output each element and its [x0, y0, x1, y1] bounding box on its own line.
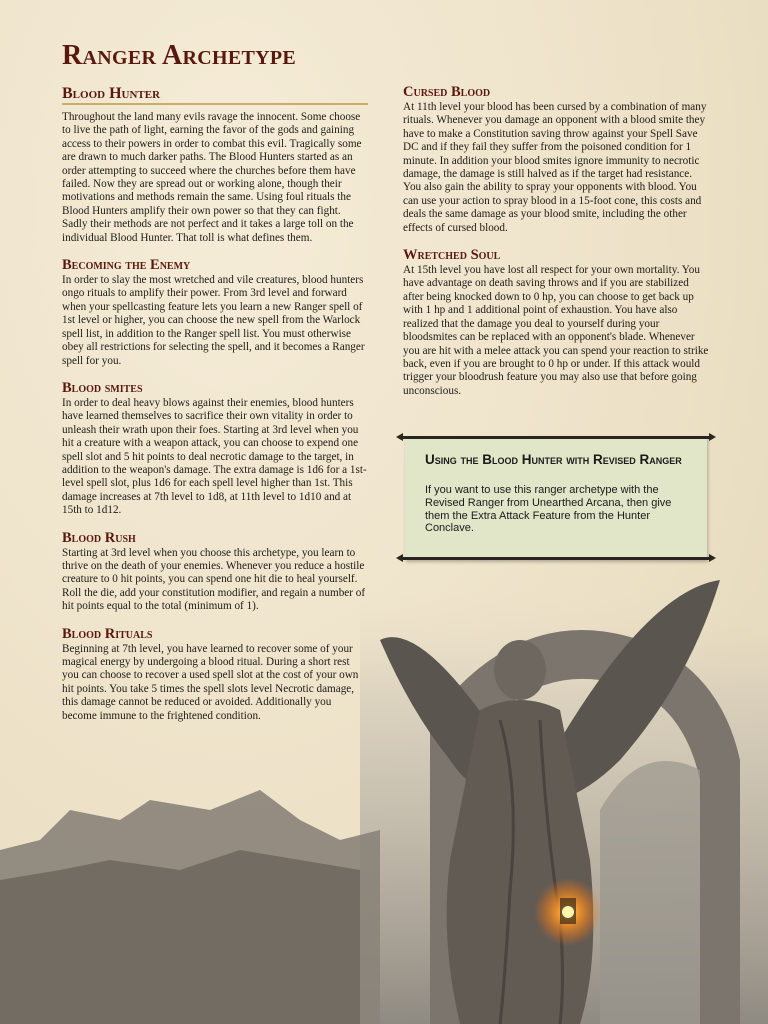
section-title: Blood Rush — [62, 529, 136, 546]
section-body: Starting at 3rd level when you choose this archetype, you learn to thrive on the death of your enemies. Whenever you reduce a hostile creature to 0 hit points, you can spend one hit die to heal yourself. Roll the die, add your constitution modifier, and regain a number of hit points equal to the total (minimum of 1). — [62, 546, 366, 613]
note-title: Using the Blood Hunter with Revised Ranger — [425, 452, 682, 467]
intro-paragraph: Throughout the land many evils ravage the innocent. Some choose to live the path of light, earning the favor of the gods and gaining access to their powers in order to combat this evil. Tragically some are drawn to much darker paths. The Blood Hunters started as an order attempting to succeed where the churches before them have failed. Now they are spread out or working alone, though their motivations and methods remain the same. Using foul rituals the Blood Hunters amplify their own power so that they can fight. Sadly their methods are not perfect and it takes a large toll on the individual Blood Hunter. That toll is what defines them. — [62, 111, 362, 244]
section-title: Cursed Blood — [403, 84, 491, 100]
section-body: At 11th level your blood has been cursed by a combination of many rituals. Whenever you damage an opponent with a blood smite they have to make a Constitution saving throw against your Spell Save DC and if they fail they suffer from the poisoned condition for 1 minute. In addition your blood smites ignore immunity to necrotic damage, the damage is still halved as if the target had resistance. You also gain the ability to spray your opponents with blood. You can use your action to spray blood in a 15-foot cone, this costs and deals the same damage as your blood smite, including the other effects of cursed blood. — [403, 101, 707, 234]
section-cursed-blood — [403, 84, 709, 235]
section-title: Becoming the Enemy — [62, 257, 191, 274]
section-becoming-the-enemy — [62, 257, 368, 368]
section-body: In order to deal heavy blows against their enemies, blood hunters have learned themselves to sacrifice their own vitality in order to unleash their wrath upon their foes. Starting at 3rd level when you hit a creature with a weapon attack, you can choose to expend one spell slot and 5 hit points to deal necrotic damage to the target, in addition to the weapon's damage. The extra damage is 1d6 for a 1st-level spell slot, plus 1d6 for each spell level higher than 1st. This damage increases at 7th level to 1d8, at 11th level to 1d10 and at 15th to 1d12. — [62, 396, 367, 517]
section-body: At 15th level you have lost all respect for your own mortality. You have advantage on death saving throws and if you are stabilized after being knocked down to 0 hp, you can choose to get back up with 1 hp and 1 additional point of exhaustion. You have also realized that the damage you deal to yourself during your bloodsmites can be replaced with an opponent's blade. Whenever you are hit with a melee attack you can spend your reaction to strike back, even if you are brought to 0 hp or under. If this attack would trigger your bloodrush feature you may also use that before going unconscious. — [403, 264, 709, 397]
section-body: Beginning at 7th level, you have learned to recover some of your magical energy by undergoing a blood ritual. During a short rest you can choose to recover a used spell slot at the cost of your own hit points. You take 5 times the spell slots level Necrotic damage, this damage cannot be reduced or avoided. Additionally you become immune to the frightened condition. — [62, 642, 359, 722]
section-blood-rituals — [62, 626, 368, 723]
section-title: Wretched Soul — [403, 247, 501, 264]
left-column — [62, 86, 368, 735]
sidebar-note — [405, 436, 707, 560]
right-column — [403, 84, 709, 410]
section-wretched-soul — [403, 247, 709, 398]
section-blood-rush — [62, 530, 368, 614]
section-blood-smites — [62, 380, 368, 518]
section-title: Blood Rituals — [62, 625, 153, 642]
class-heading: Blood Hunter — [62, 86, 368, 105]
page-title: Ranger Archetype — [62, 40, 297, 71]
section-title: Blood smites — [62, 379, 143, 396]
note-bottom-border — [402, 557, 710, 560]
note-top-border — [402, 436, 710, 439]
note-body: If you want to use this ranger archetype with the Revised Ranger from Unearthed Arcana, then give them the Extra Attack Feature from the Hunter Conclave. — [425, 484, 672, 535]
section-body: In order to slay the most wretched and vile creatures, blood hunters ongo rituals to amplify their power. From 3rd level and forward when your spellcasting feature lets you learn a new Ranger spell of 1st level or higher, you can choose the new spell from the Warlock spell list, in addition to the Ranger spell list. You must otherwise obey all restrictions for selecting the spell, and it becomes a Ranger spell for you. — [62, 274, 365, 367]
